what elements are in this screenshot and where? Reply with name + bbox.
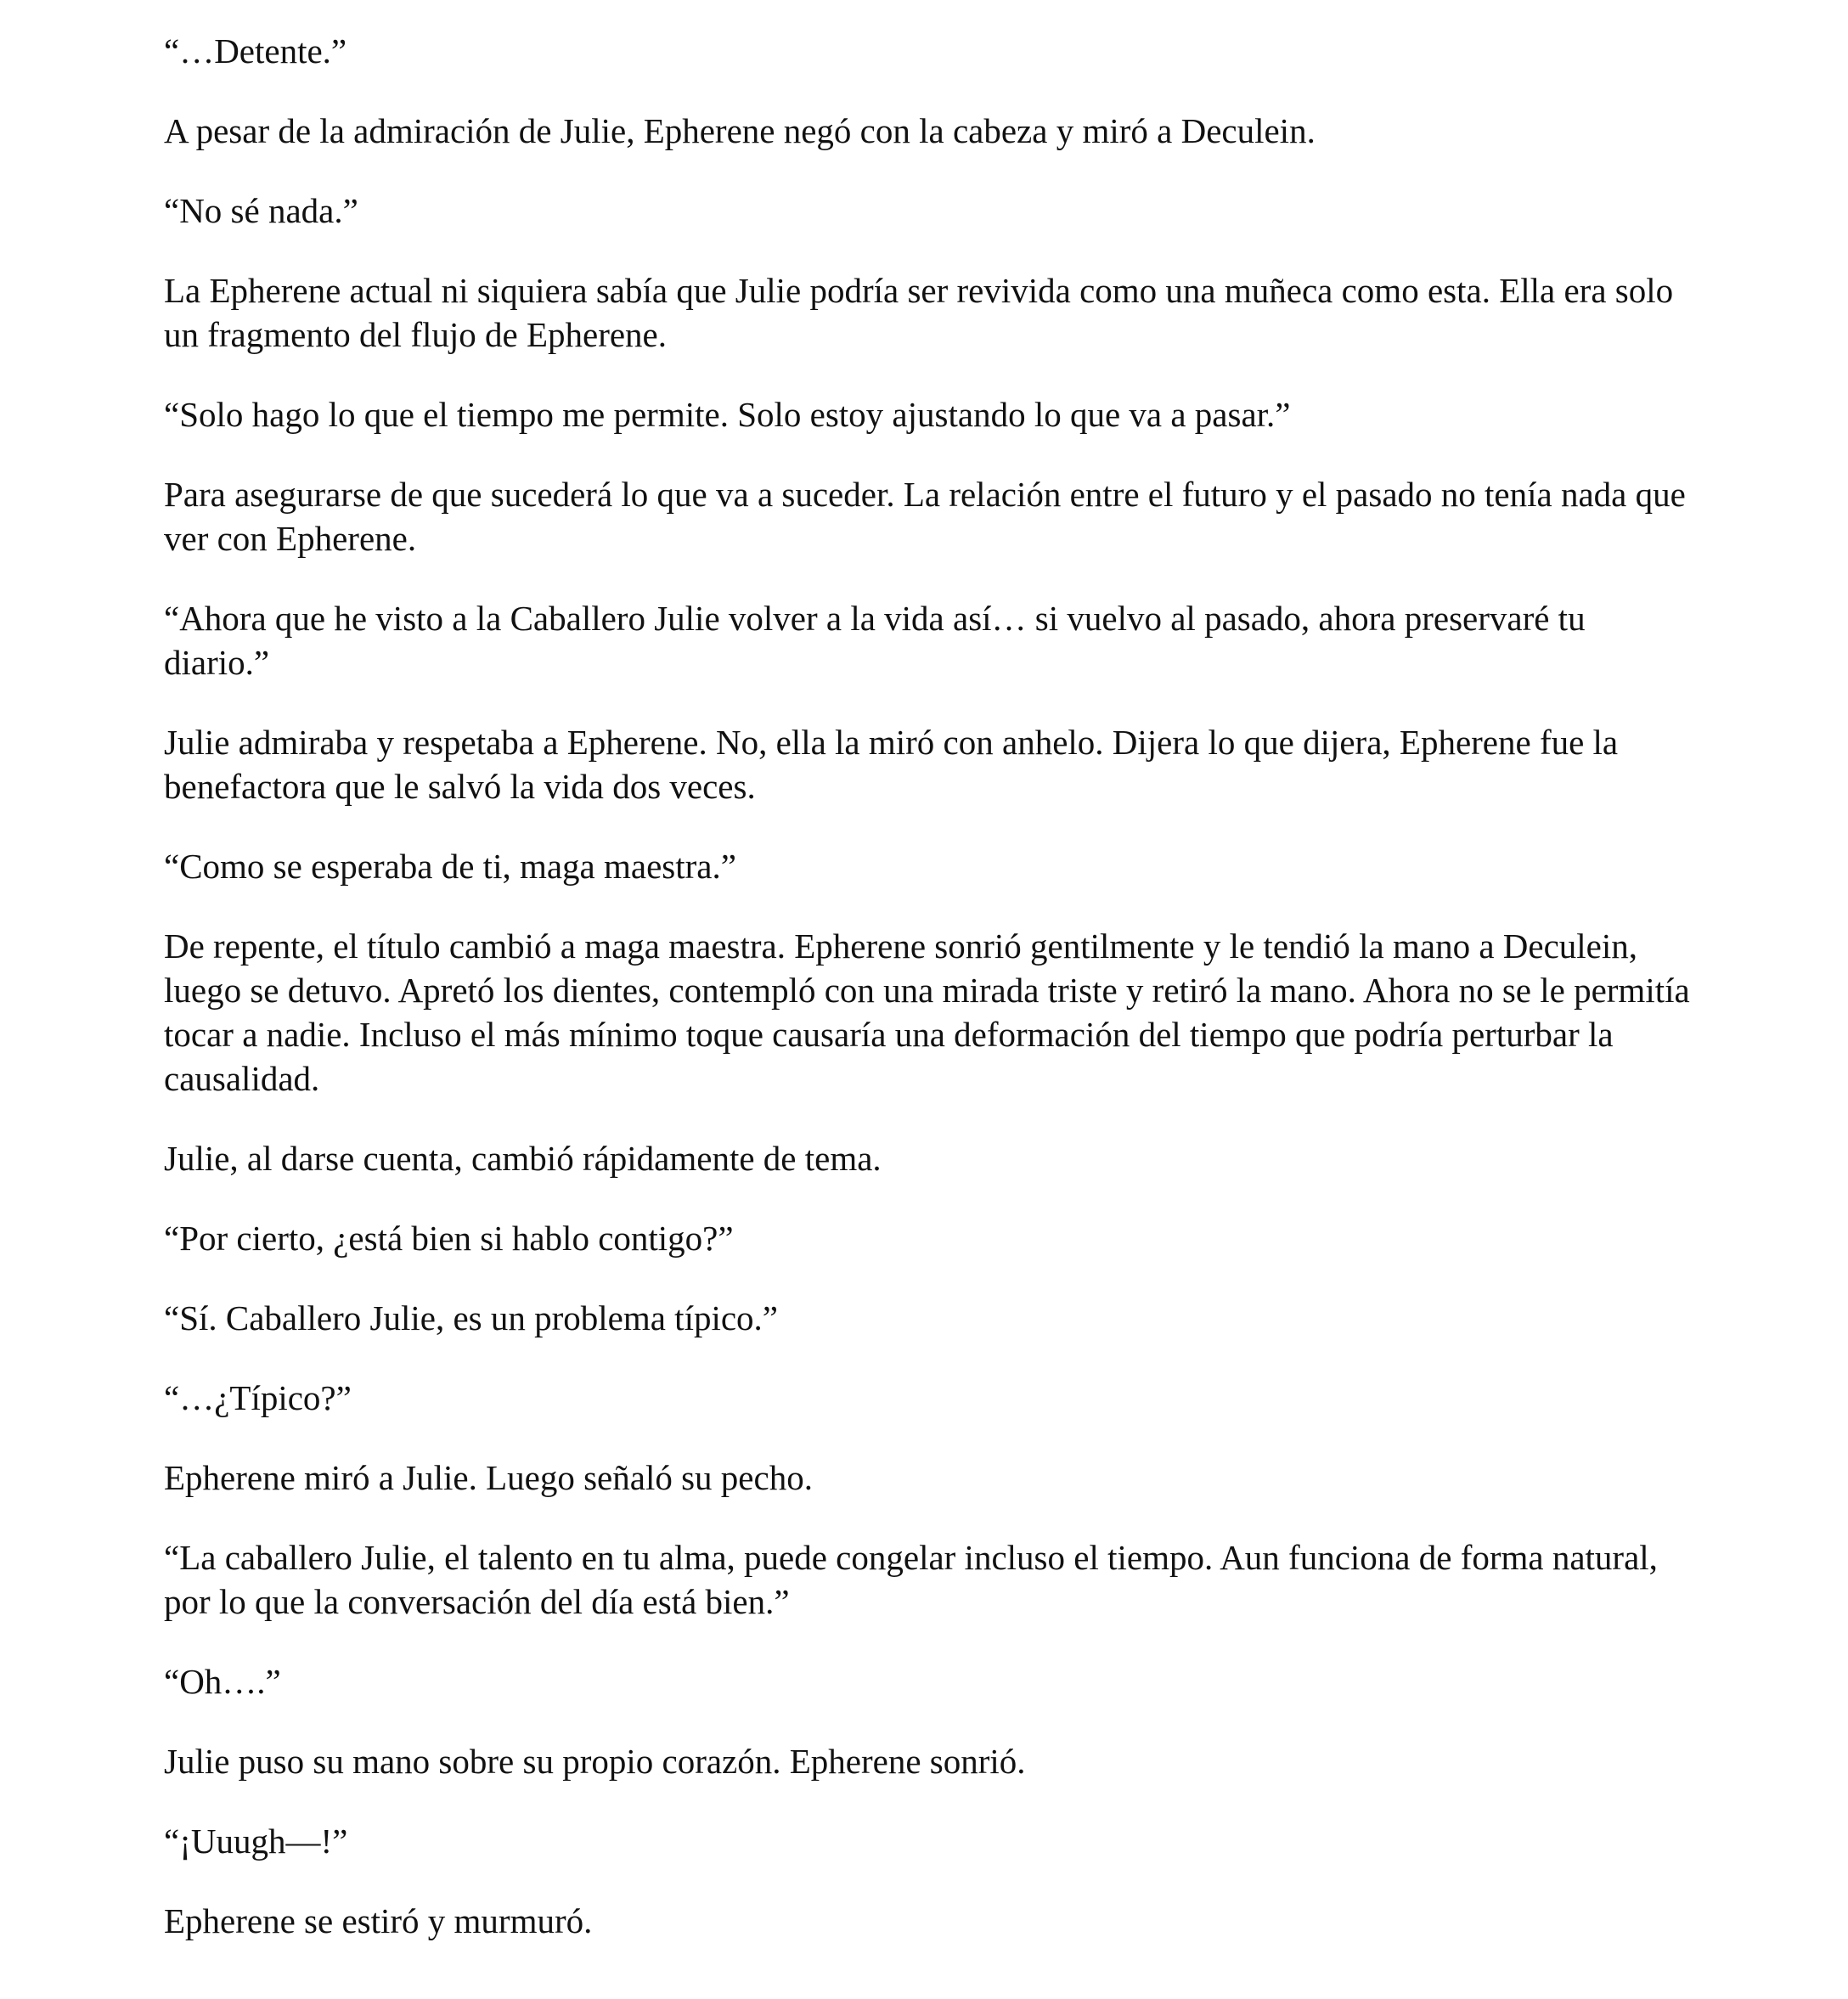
paragraph: “¡Uuugh—!” [164, 1822, 348, 1861]
paragraph: Epherene se estiró y murmuró. [164, 1901, 593, 1940]
paragraph: “…¿Típico?” [164, 1378, 352, 1417]
document-page [164, 29, 1693, 1979]
paragraph: “Solo hago lo que el tiempo me permite. Solo estoy ajustando lo que va a pasar.” [164, 395, 1291, 434]
paragraph: Epherene miró a Julie. Luego señaló su pecho. [164, 1458, 813, 1497]
paragraph: “Ahora que he visto a la Caballero Julie volver a la vida así… si vuelvo al pasado, ahora preservaré tu diario.” [164, 599, 1586, 682]
paragraph: “La caballero Julie, el talento en tu alma, puede congelar incluso el tiempo. Aun funciona de forma natural, por lo que la conversación del día está bien.” [164, 1538, 1658, 1621]
paragraph: La Epherene actual ni siquiera sabía que Julie podría ser revivida como una muñeca como esta. Ella era solo un fragmento del flujo de Epherene. [164, 271, 1674, 354]
paragraph: A pesar de la admiración de Julie, Epherene negó con la cabeza y miró a Deculein. [164, 111, 1316, 150]
paragraph: Julie, al darse cuenta, cambió rápidamente de tema. [164, 1139, 882, 1178]
paragraph: Para asegurarse de que sucederá lo que va a suceder. La relación entre el futuro y el pasado no tenía nada que ver con Epherene. [164, 475, 1686, 558]
paragraph: “Por cierto, ¿está bien si hablo contigo?” [164, 1219, 734, 1258]
paragraph: “…Detente.” [164, 31, 347, 70]
paragraph: De repente, el título cambió a maga maestra. Epherene sonrió gentilmente y le tendió la mano a Deculein, luego se detuvo. Apretó los dientes, contempló con una mirada triste y retiró la mano. Ahora no se le permitía tocar a nadie. Incluso el más mínimo toque causaría una deformación del tiempo que podría perturbar la causalidad. [164, 926, 1690, 1098]
paragraph: Julie admiraba y respetaba a Epherene. No, ella la miró con anhelo. Dijera lo que dijera, Epherene fue la benefactora que le salvó la vida dos veces. [164, 723, 1619, 806]
paragraph: “Oh….” [164, 1662, 281, 1701]
paragraph: “Como se esperaba de ti, maga maestra.” [164, 847, 736, 886]
paragraph: Julie puso su mano sobre su propio corazón. Epherene sonrió. [164, 1742, 1026, 1781]
paragraph: “Sí. Caballero Julie, es un problema típico.” [164, 1298, 779, 1337]
paragraph: “No sé nada.” [164, 191, 358, 230]
